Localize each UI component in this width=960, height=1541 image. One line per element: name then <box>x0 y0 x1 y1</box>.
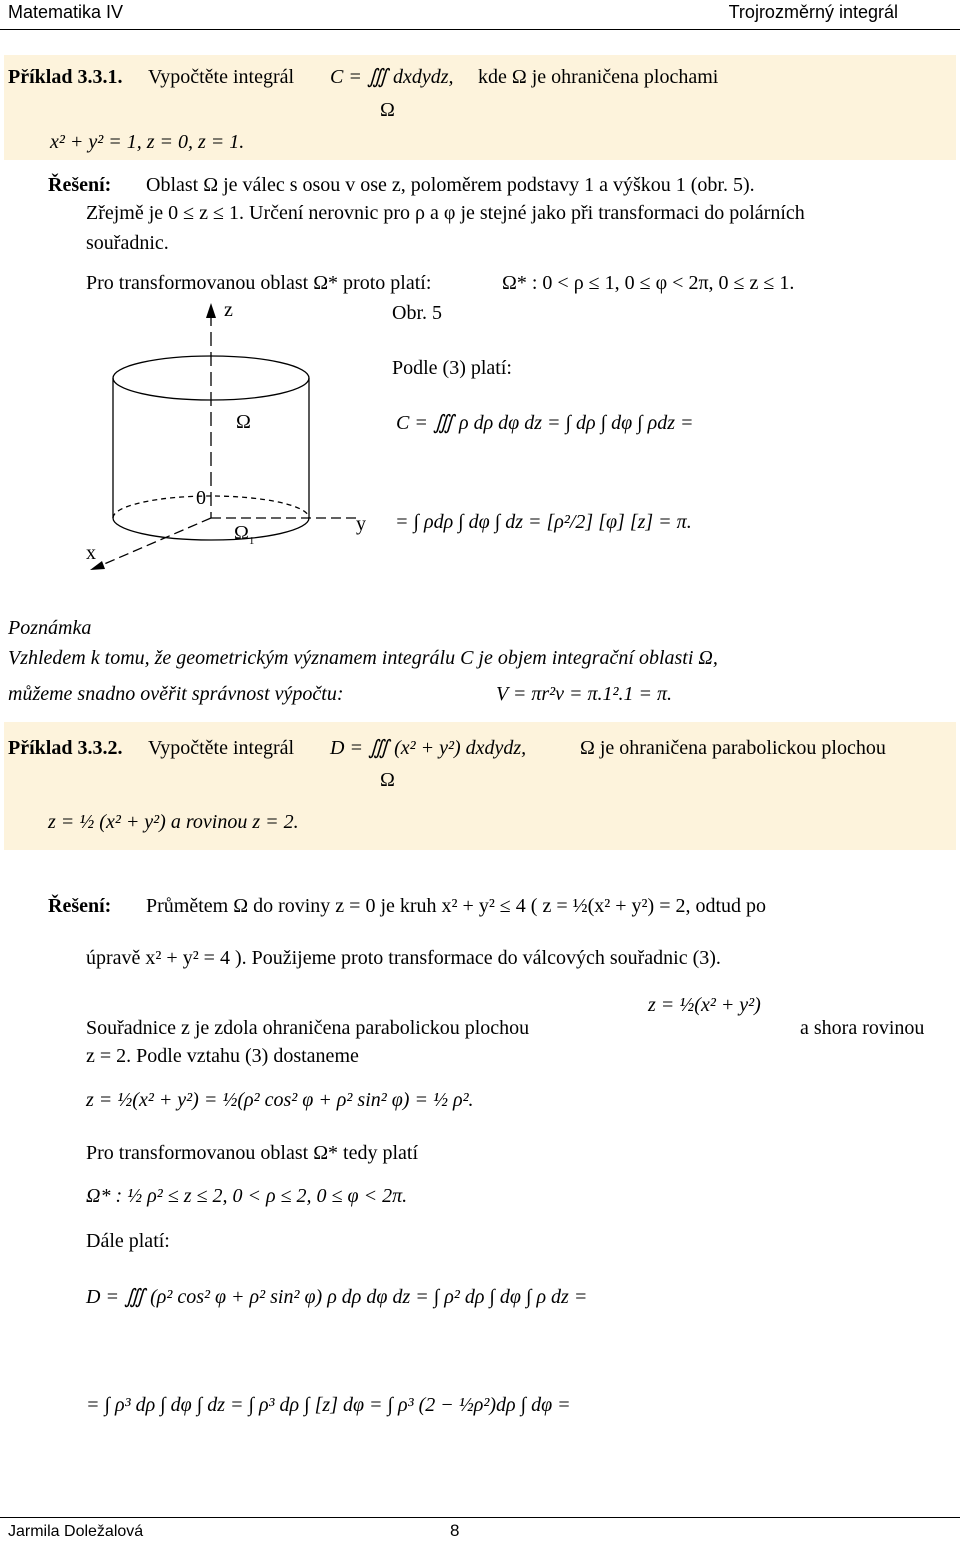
example-2-after: Ω je ohraničena parabolickou plochou <box>580 737 886 759</box>
solution-1-line4b: Ω* : 0 < ρ ≤ 1, 0 ≤ φ < 2π, 0 ≤ z ≤ 1. <box>502 272 795 294</box>
solution-2-line4: z = 2. Podle vztahu (3) dostaneme <box>86 1045 359 1067</box>
podle-text: Podle (3) platí: <box>392 357 512 379</box>
footer-rule <box>0 1517 960 1518</box>
example-1-task: Vypočtěte integrál <box>148 66 295 88</box>
example-2-domain: Ω <box>380 769 395 791</box>
solution-1-line1: Oblast Ω je válec s osou v ose z, poloměrem podstavy 1 a výškou 1 (obr. 5). <box>146 174 755 196</box>
example-1-domain: Ω <box>380 99 395 121</box>
example-1-surfaces: x² + y² = 1, z = 0, z = 1. <box>50 131 245 153</box>
solution-2-line6: Pro transformovanou oblast Ω* tedy platí <box>86 1142 419 1164</box>
example-1-label: Příklad 3.3.1. <box>8 66 123 88</box>
solution-2-line3b: a shora rovinou <box>800 1017 925 1039</box>
solution-2-z-formula: z = ½(x² + y²) <box>648 994 761 1016</box>
solution-2-line2: úpravě x² + y² = 4 ). Použijeme proto transformace do válcových souřadnic (3). <box>86 947 721 969</box>
header-chapter: Trojrozměrný integrál <box>728 2 898 22</box>
example-1-after: kde Ω je ohraničena plochami <box>478 66 719 88</box>
example-2-line2: z = ½ (x² + y²) a rovinou z = 2. <box>48 811 299 833</box>
example-2-task: Vypočtěte integrál <box>148 737 295 759</box>
solution-2-line3a: Souřadnice z je zdola ohraničena parabolickou plochou <box>86 1017 530 1039</box>
example-2-integral: D = ∭ (x² + y²) dxdydz, <box>330 737 527 759</box>
example-1-integral: C = ∭ dxdydz, <box>330 66 454 88</box>
axis-y-label: y <box>356 513 366 535</box>
axis-x-label: x <box>86 542 96 564</box>
note-formula: V = πr²v = π.1².1 = π. <box>496 683 673 705</box>
equation-D-row2: = ∫ ρ³ dρ ∫ dφ ∫ dz = ∫ ρ³ dρ ∫ [z] dφ = ∫ ρ³ (2 − ½ρ²)dρ ∫ dφ = <box>86 1394 571 1416</box>
figure-caption: Obr. 5 <box>392 302 442 324</box>
note-line2: můžeme snadno ověřit správnost výpočtu: <box>8 683 344 705</box>
solution-2-line5: z = ½(x² + y²) = ½(ρ² cos² φ + ρ² sin² φ) = ½ ρ². <box>86 1089 474 1111</box>
example-2-label: Příklad 3.3.2. <box>8 737 123 759</box>
solution-1-line4a: Pro transformovanou oblast Ω* proto platí: <box>86 272 432 294</box>
footer-page: 8 <box>450 1521 460 1540</box>
origin-label: 0 <box>196 487 206 509</box>
note-line1: Vzhledem k tomu, že geometrickým významem integrálu C je objem integrační oblasti Ω, <box>8 647 718 669</box>
solution-2-line8: Dále platí: <box>86 1230 170 1252</box>
axis-z-label: z <box>224 299 233 321</box>
equation-D-row1: D = ∭ (ρ² cos² φ + ρ² sin² φ) ρ dρ dφ dz = ∫ ρ² dρ ∫ dφ ∫ ρ dz = <box>86 1286 588 1308</box>
header-course: Matematika IV <box>8 2 124 22</box>
solution-2-line7: Ω* : ½ ρ² ≤ z ≤ 2, 0 < ρ ≤ 2, 0 ≤ φ < 2π. <box>86 1185 408 1207</box>
solution-1-line3: souřadnic. <box>86 232 169 254</box>
footer-author: Jarmila Doležalová <box>8 1523 144 1540</box>
base-omega1-label: $\Omega_1$ <box>234 522 255 547</box>
equation-C-row2: = ∫ ρdρ ∫ dφ ∫ dz = [ρ²/2] [φ] [z] = π. <box>395 511 692 533</box>
equation-C-row1: C = ∭ ρ dρ dφ dz = ∫ dρ ∫ dφ ∫ ρdz = <box>396 412 694 434</box>
region-omega-label: Ω <box>236 411 251 433</box>
solution-1-label: Řešení: <box>48 174 112 196</box>
note-title: Poznámka <box>8 617 92 639</box>
solution-1-line2: Zřejmě je 0 ≤ z ≤ 1. Určení nerovnic pro ρ a φ je stejné jako při transformaci do polárních <box>86 202 805 224</box>
solution-2-label: Řešení: <box>48 895 112 917</box>
solution-2-line1: Průmětem Ω do roviny z = 0 je kruh x² + y² ≤ 4 ( z = ½(x² + y²) = 2, odtud po <box>146 895 767 917</box>
